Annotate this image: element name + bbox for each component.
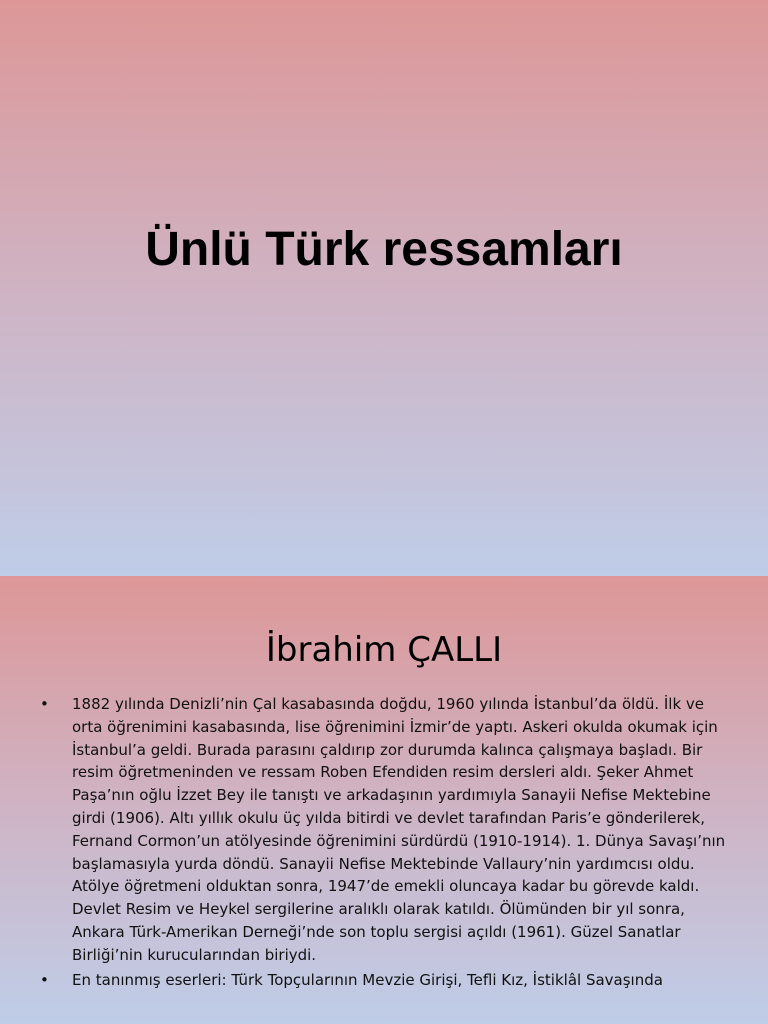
bullet-text: En tanınmış eserleri: Türk Topçularının Mevzie Girişi, Tefli Kız, İstiklâl Savaşında [72,970,663,989]
bullet-list [40,693,730,993]
presentation-title: Ünlü Türk ressamları [145,223,623,276]
bullet-text: 1882 yılında Denizli’nin Çal kasabasında doğdu, 1960 yılında İstanbul’da öldü. İlk ve orta öğrenimini kasabasında, lise öğrenimini İzmir’de yaptı. Askeri okulda okumak için İstanbul’a geldi. Burada parasını çaldırıp zor durumda kalınca çalışmaya başladı. Bir resim öğretmeninden ve ressam Roben Efendiden resim dersleri aldı. Şeker Ahmet Paşa’nın oğlu İzzet Bey ile tanıştı ve arkadaşının yardımıyla Sanayii Nefise Mektebine girdi (1906). Altı yıllık okulu üç yılda bitirdi ve devlet tarafından Paris’e gönderilerek, Fernand Cormon’un atölyesinde öğrenimini sürdürdü (1910-1914). 1. Dünya Savaşı’nın başlamasıyla yurda döndü. Sanayii Nefise Mektebinde Vallaury’nin yardımcısı oldu. Atölye öğretmeni olduktan sonra, 1947’de emekli oluncaya kadar bu görevde kaldı. Devlet Resim ve Heykel sergilerine aralıklı olarak katıldı. Ölümünden bir yıl sonra, Ankara Türk-Amerikan Derneği’nde son toplu sergisi açıldı (1961). Güzel Sanatlar Birliği’nin kurucularından biriydi. [72,695,726,964]
bullet-icon: • [40,970,49,989]
bullet-icon: • [40,695,49,713]
slide-heading: İbrahim ÇALLI [265,630,503,670]
bullet-item-biography [40,693,730,967]
bullet-item-works [40,969,730,992]
slide-ibrahim-calli [0,576,768,1024]
